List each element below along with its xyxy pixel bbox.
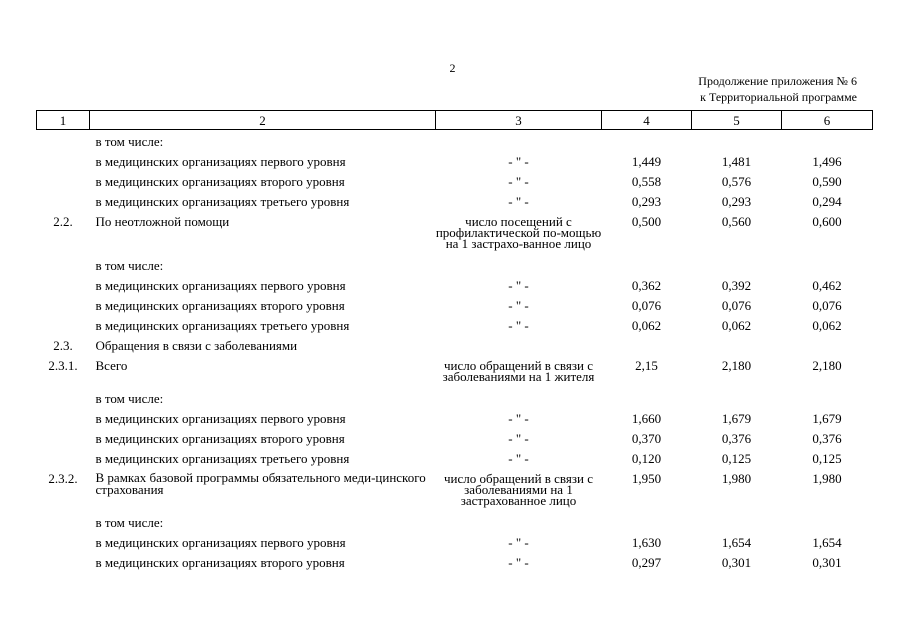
row-value-col4-text: 0,297 <box>631 555 662 570</box>
header-col-1: 1 <box>37 111 90 130</box>
row-value-col5 <box>692 130 782 153</box>
row-value-col5 <box>692 316 782 336</box>
row-unit <box>436 336 602 356</box>
row-value-col6-text: 0,125 <box>812 451 842 466</box>
row-description-text: в том числе: <box>95 391 164 406</box>
row-description-text: в том числе: <box>95 515 164 530</box>
row-value-col4 <box>602 152 692 172</box>
row-code <box>37 469 90 513</box>
row-unit-text: число обращений в связи с заболеваниями на 1 застрахованное лицо <box>443 471 593 508</box>
row-unit <box>436 409 602 429</box>
row-value-col6 <box>782 449 873 469</box>
row-value-col5 <box>692 296 782 316</box>
row-unit-text: - " - <box>508 154 529 169</box>
table-row <box>37 429 873 449</box>
row-value-col5 <box>692 449 782 469</box>
row-value-col5 <box>692 336 782 356</box>
row-value-col5 <box>692 276 782 296</box>
row-unit-text: - " - <box>508 535 529 550</box>
row-value-col4-text: 0,293 <box>631 194 662 209</box>
row-value-col6 <box>782 469 873 513</box>
row-code <box>37 316 90 336</box>
row-value-col4 <box>602 256 692 276</box>
row-code-text: 2.2. <box>53 214 73 229</box>
row-unit-text: - " - <box>508 194 529 209</box>
row-value-col5 <box>692 533 782 553</box>
row-value-col4 <box>602 469 692 513</box>
table-row <box>37 356 873 389</box>
row-value-col4 <box>602 316 692 336</box>
row-value-col5-text: 1,980 <box>721 471 752 486</box>
row-unit-text: - " - <box>508 318 529 333</box>
row-unit <box>436 469 602 513</box>
row-description <box>90 513 436 533</box>
row-value-col4-text: 0,120 <box>631 451 662 466</box>
row-description <box>90 469 436 513</box>
row-unit-text: - " - <box>508 278 529 293</box>
table-row <box>37 212 873 256</box>
row-value-col6-text: 1,679 <box>812 411 842 426</box>
row-value-col6 <box>782 276 873 296</box>
row-value-col4 <box>602 130 692 153</box>
row-value-col5-text: 0,076 <box>721 298 752 313</box>
table-row <box>37 533 873 553</box>
row-value-col4-text: 1,660 <box>631 411 662 426</box>
row-value-col6 <box>782 513 873 533</box>
row-value-col6-text: 0,294 <box>812 194 842 209</box>
row-description <box>90 553 436 573</box>
row-description <box>90 276 436 296</box>
row-value-col5-text: 0,560 <box>721 214 752 229</box>
row-value-col5 <box>692 356 782 389</box>
row-value-col5 <box>692 256 782 276</box>
row-description <box>90 336 436 356</box>
row-value-col5-text: 0,293 <box>721 194 752 209</box>
row-description-text: в том числе: <box>95 134 164 149</box>
header-col-2: 2 <box>90 111 436 130</box>
row-code <box>37 513 90 533</box>
row-value-col4 <box>602 389 692 409</box>
appendix-line-2: к Территориальной программе <box>700 90 857 104</box>
table-row <box>37 469 873 513</box>
row-description <box>90 316 436 336</box>
row-value-col5 <box>692 192 782 212</box>
page-number: 2 <box>449 61 456 75</box>
row-value-col4 <box>602 296 692 316</box>
row-value-col4-text: 1,950 <box>631 471 662 486</box>
row-value-col5-text: 0,062 <box>721 318 752 333</box>
table-row <box>37 276 873 296</box>
row-value-col6 <box>782 533 873 553</box>
row-description <box>90 256 436 276</box>
row-value-col5-text: 0,125 <box>721 451 752 466</box>
row-value-col4-text: 0,370 <box>631 431 662 446</box>
header-col-6: 6 <box>782 111 873 130</box>
row-code <box>37 533 90 553</box>
row-value-col6 <box>782 409 873 429</box>
row-unit-text: - " - <box>508 431 529 446</box>
row-unit <box>436 152 602 172</box>
header-row <box>37 111 873 130</box>
row-value-col6-text: 1,654 <box>812 535 842 550</box>
row-value-col4-text: 0,362 <box>631 278 662 293</box>
row-value-col5 <box>692 409 782 429</box>
row-code <box>37 553 90 573</box>
row-value-col6-text: 1,496 <box>812 154 842 169</box>
row-unit-text: число обращений в связи с заболеваниями на 1 жителя <box>442 358 595 384</box>
row-unit <box>436 172 602 192</box>
row-value-col6-text: 0,600 <box>812 214 842 229</box>
row-value-col4-text: 0,076 <box>631 298 662 313</box>
table-row <box>37 449 873 469</box>
row-value-col6-text: 1,980 <box>812 471 842 486</box>
row-value-col5-text: 1,481 <box>721 154 752 169</box>
row-value-col5-text: 0,576 <box>721 174 752 189</box>
row-code <box>37 256 90 276</box>
table-row <box>37 513 873 533</box>
row-unit <box>436 276 602 296</box>
row-value-col6 <box>782 553 873 573</box>
row-value-col4 <box>602 336 692 356</box>
row-value-col4 <box>602 356 692 389</box>
row-description <box>90 356 436 389</box>
row-value-col5-text: 1,654 <box>721 535 752 550</box>
row-value-col5 <box>692 553 782 573</box>
row-value-col6 <box>782 336 873 356</box>
table-row <box>37 172 873 192</box>
row-value-col6-text: 0,376 <box>812 431 842 446</box>
row-value-col5-text: 0,301 <box>721 555 752 570</box>
row-unit <box>436 449 602 469</box>
row-value-col6 <box>782 212 873 256</box>
row-description-text: в медицинских организациях второго уровня <box>95 298 345 313</box>
row-description-text: в медицинских организациях третьего уровня <box>95 318 350 333</box>
row-value-col5 <box>692 212 782 256</box>
row-description <box>90 212 436 256</box>
row-value-col4 <box>602 212 692 256</box>
table-row <box>37 152 873 172</box>
row-value-col6 <box>782 356 873 389</box>
row-code <box>37 356 90 389</box>
row-description-text: По неотложной помощи <box>95 214 230 229</box>
row-value-col6 <box>782 152 873 172</box>
row-unit <box>436 256 602 276</box>
row-value-col5 <box>692 513 782 533</box>
row-value-col4 <box>602 276 692 296</box>
row-value-col6 <box>782 296 873 316</box>
row-unit-text: - " - <box>508 298 529 313</box>
row-description <box>90 449 436 469</box>
row-unit <box>436 130 602 153</box>
row-value-col4 <box>602 172 692 192</box>
row-value-col4-text: 0,558 <box>631 174 662 189</box>
row-value-col6-text: 0,462 <box>812 278 842 293</box>
table-row <box>37 336 873 356</box>
row-value-col6-text: 0,076 <box>812 298 842 313</box>
row-value-col5 <box>692 389 782 409</box>
row-unit <box>436 553 602 573</box>
row-value-col4 <box>602 429 692 449</box>
row-value-col4-text: 2,15 <box>635 358 658 373</box>
row-description <box>90 192 436 212</box>
row-code <box>37 336 90 356</box>
row-value-col6-text: 0,301 <box>812 555 842 570</box>
row-unit <box>436 356 602 389</box>
appendix-line-1: Продолжение приложения № 6 <box>698 74 857 88</box>
row-value-col4-text: 1,449 <box>631 154 662 169</box>
row-description-text: В рамках базовой программы обязательного меди-цинского страхования <box>95 470 426 497</box>
row-value-col5-text: 2,180 <box>721 358 752 373</box>
row-code <box>37 172 90 192</box>
row-code <box>37 296 90 316</box>
row-description-text: в медицинских организациях третьего уровня <box>95 194 350 209</box>
row-unit <box>436 513 602 533</box>
table-row <box>37 316 873 336</box>
row-code <box>37 212 90 256</box>
row-value-col5-text: 1,679 <box>721 411 752 426</box>
row-unit <box>436 212 602 256</box>
row-value-col4-text: 0,062 <box>631 318 662 333</box>
row-code <box>37 192 90 212</box>
row-value-col6-text: 0,062 <box>812 318 842 333</box>
row-code <box>37 152 90 172</box>
row-description-text: в медицинских организациях первого уровня <box>95 278 346 293</box>
row-value-col5 <box>692 469 782 513</box>
row-unit-text: - " - <box>508 451 529 466</box>
header-col-4: 4 <box>602 111 692 130</box>
row-value-col6 <box>782 316 873 336</box>
row-value-col6 <box>782 389 873 409</box>
row-value-col6 <box>782 256 873 276</box>
row-code <box>37 429 90 449</box>
row-code <box>37 389 90 409</box>
row-code <box>37 449 90 469</box>
table-row <box>37 130 873 153</box>
row-description-text: Всего <box>95 358 128 373</box>
row-description <box>90 389 436 409</box>
row-description <box>90 152 436 172</box>
row-description-text: в медицинских организациях второго уровня <box>95 555 345 570</box>
row-code-text: 2.3.1. <box>48 358 78 373</box>
header-col-3: 3 <box>436 111 602 130</box>
table-row <box>37 389 873 409</box>
row-code-text: 2.3. <box>53 338 73 353</box>
row-unit <box>436 192 602 212</box>
row-value-col4 <box>602 553 692 573</box>
row-description-text: Обращения в связи с заболеваниями <box>95 338 298 353</box>
row-value-col4 <box>602 449 692 469</box>
row-value-col5 <box>692 152 782 172</box>
row-description-text: в медицинских организациях второго уровня <box>95 431 345 446</box>
table-row <box>37 296 873 316</box>
row-value-col4-text: 1,630 <box>631 535 662 550</box>
row-value-col5-text: 0,376 <box>721 431 752 446</box>
row-description-text: в том числе: <box>95 258 164 273</box>
appendix-note <box>698 73 857 105</box>
row-description <box>90 409 436 429</box>
row-description-text: в медицинских организациях первого уровня <box>95 535 346 550</box>
row-value-col4 <box>602 533 692 553</box>
row-unit <box>436 429 602 449</box>
row-unit-text: число посещений с профилактической по-мощью на 1 застрахо-ванное лицо <box>435 214 602 251</box>
row-description-text: в медицинских организациях второго уровня <box>95 174 345 189</box>
row-code-text: 2.3.2. <box>48 471 78 486</box>
row-unit-text: - " - <box>508 411 529 426</box>
row-unit-text: - " - <box>508 555 529 570</box>
row-unit-text: - " - <box>508 174 529 189</box>
indicators-table <box>36 110 873 573</box>
row-unit <box>436 389 602 409</box>
row-value-col4 <box>602 513 692 533</box>
row-value-col6 <box>782 192 873 212</box>
row-value-col6-text: 2,180 <box>812 358 842 373</box>
row-unit <box>436 533 602 553</box>
row-unit <box>436 296 602 316</box>
row-value-col6 <box>782 130 873 153</box>
row-value-col4-text: 0,500 <box>631 214 662 229</box>
row-value-col4 <box>602 409 692 429</box>
table-body <box>37 130 873 574</box>
row-description <box>90 172 436 192</box>
row-description-text: в медицинских организациях третьего уровня <box>95 451 350 466</box>
row-code <box>37 130 90 153</box>
row-value-col6 <box>782 429 873 449</box>
table-row <box>37 409 873 429</box>
row-value-col6 <box>782 172 873 192</box>
row-unit <box>436 316 602 336</box>
row-value-col6-text: 0,590 <box>812 174 842 189</box>
row-value-col5-text: 0,392 <box>721 278 752 293</box>
row-description <box>90 130 436 153</box>
row-description <box>90 296 436 316</box>
row-value-col5 <box>692 172 782 192</box>
table-row <box>37 256 873 276</box>
row-description-text: в медицинских организациях первого уровня <box>95 154 346 169</box>
row-description <box>90 533 436 553</box>
header-col-5: 5 <box>692 111 782 130</box>
row-description <box>90 429 436 449</box>
row-value-col4 <box>602 192 692 212</box>
table-row <box>37 192 873 212</box>
table-row <box>37 553 873 573</box>
row-value-col5 <box>692 429 782 449</box>
row-code <box>37 276 90 296</box>
row-code <box>37 409 90 429</box>
row-description-text: в медицинских организациях первого уровня <box>95 411 346 426</box>
